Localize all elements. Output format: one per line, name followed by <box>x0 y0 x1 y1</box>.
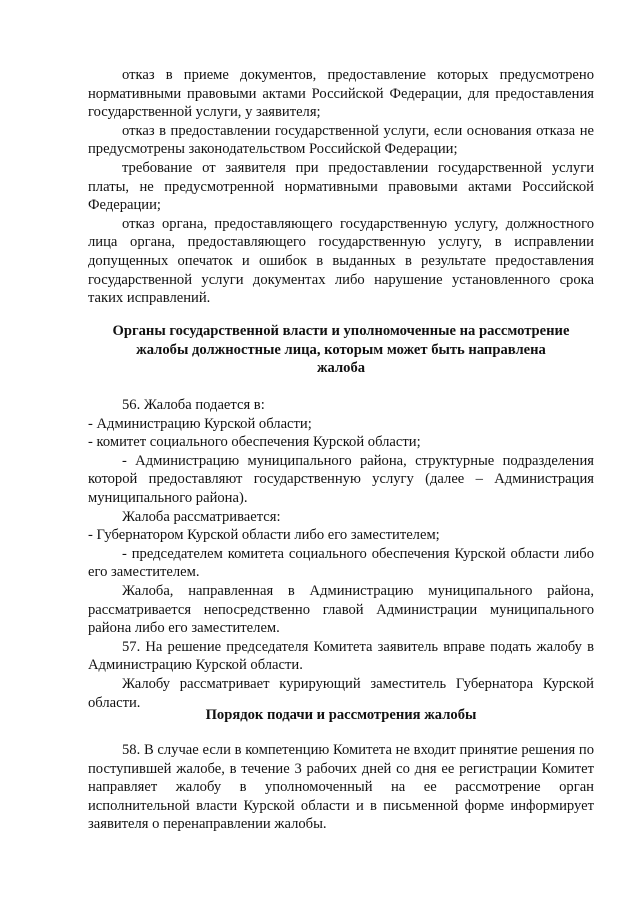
paragraph: отказ в предоставлении государственной услуги, если основания отказа не предусмотрены законодательством Российской Федерации; <box>88 122 594 158</box>
list-item: - комитет социального обеспечения Курской области; <box>88 434 421 451</box>
bottom-section <box>88 741 594 834</box>
paragraph: отказ органа, предоставляющего государственную услугу, должностного лица органа, предоставляющего государственную услугу, в исправлении допущенных опечаток и ошибок в выданных в результате предоставления государственной услуги документах либо нарушение установленного срока таких исправлений. <box>88 215 594 307</box>
section-heading-organs <box>112 322 570 378</box>
list-item: - Губернатором Курской области либо его заместителем; <box>88 527 440 544</box>
paragraph: 57. На решение председателя Комитета заявитель вправе подать жалобу в Администрацию Курской области. <box>88 638 594 674</box>
paragraph: 56. Жалоба подается в: <box>122 397 265 413</box>
paragraph: Жалоба рассматривается: <box>122 508 281 525</box>
section-heading: Порядок подачи и рассмотрения жалобы <box>205 707 477 723</box>
list-item: - Администрацию Курской области; <box>88 415 312 432</box>
paragraph: Жалобу рассматривает курирующий заместитель Губернатора Курской области. <box>88 675 594 711</box>
middle-section <box>88 396 594 712</box>
list-item: - председателем комитета социального обеспечения Курской области либо его заместителем. <box>88 545 594 581</box>
paragraph: Жалоба, направленная в Администрацию муниципального района, рассматривается непосредственно главой Администрации муниципального района либо его заместителем. <box>88 582 594 637</box>
list-item: - Администрацию муниципального района, структурные подразделения которой предоставляют государственную услугу (далее – Администрация муниципального района). <box>88 452 594 506</box>
paragraph: отказ в приеме документов, предоставление которых предусмотрено нормативными правовыми актами Российской Федерации, для предоставления государственной услуги, у заявителя; <box>88 67 594 121</box>
paragraph: требование от заявителя при предоставлении государственной услуги платы, не предусмотренной нормативными правовыми актами Российской Федерации; <box>88 159 594 214</box>
top-section <box>88 66 594 308</box>
paragraph: 58. В случае если в компетенцию Комитета не входит принятие решения по поступившей жалобе, в течение 3 рабочих дней со дня ее регистрации Комитет направляет жалобу в уполномоченный на ее рассмотрение орган исполнительной власти Курской области и в письменной форме информирует заявителя о перенаправлении жалобы. <box>88 742 594 833</box>
section-heading: Органы государственной власти и уполномоченные на рассмотрение жалобы должностные лица, которым может быть направлена жалоба <box>112 323 570 377</box>
section-heading-procedure <box>88 706 594 725</box>
